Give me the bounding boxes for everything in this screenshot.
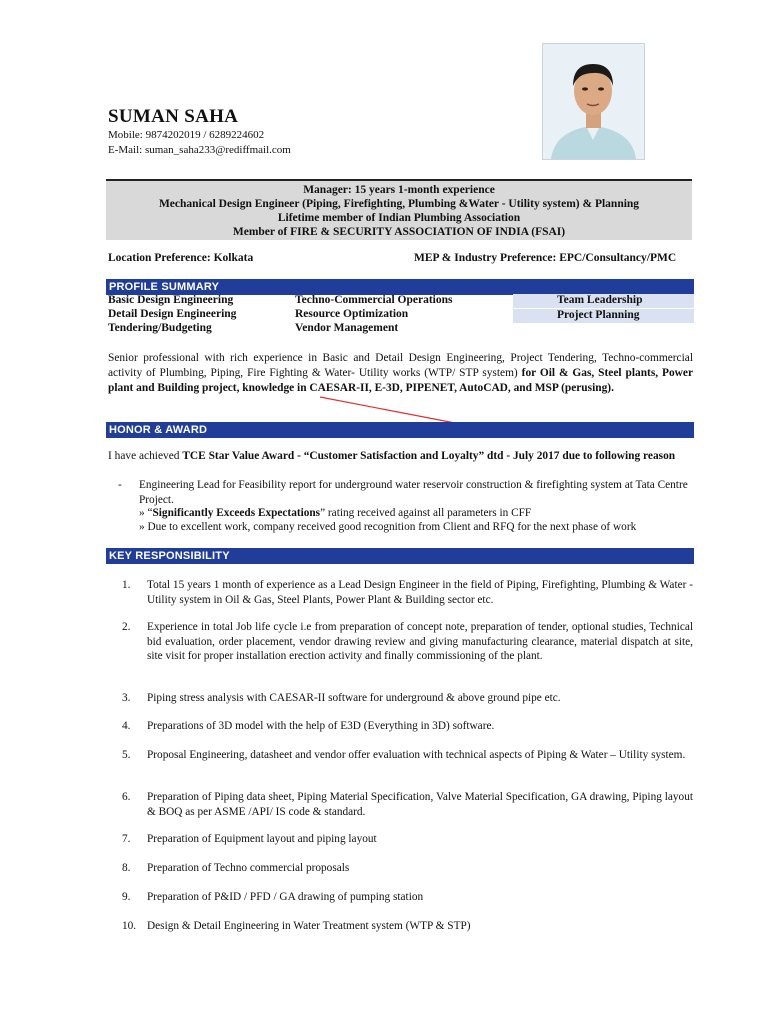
skill-item: Basic Design Engineering — [108, 294, 234, 306]
item-number: 7. — [122, 833, 131, 845]
bullet-marker: - — [118, 479, 122, 491]
item-number: 3. — [122, 692, 131, 704]
membership-line-1: Lifetime member of Indian Plumbing Association — [277, 212, 521, 224]
industry-preference: MEP & Industry Preference: EPC/Consultancy/PMC — [414, 252, 677, 264]
section-heading-key-responsibility: KEY RESPONSIBILITY — [106, 548, 694, 564]
membership-line-2: Member of FIRE & SECURITY ASSOCIATION OF INDIA (FSAI) — [232, 226, 566, 238]
award-sub-item — [139, 506, 531, 521]
item-number: 10. — [122, 920, 137, 932]
responsibility-item: Experience in total Job life cycle i.e from preparation of concept note, preparation of tender, optional studies, Technical bid evaluation, order placement, vendor drawing review and giving manufacturing clearance, material dispatch at site, site visit for proper installation erection activity and finally commissioning of the plant. — [147, 621, 693, 662]
award-bullet: Engineering Lead for Feasibility report for underground water reservoir construction & firefighting system at Tata Centre Project. — [139, 479, 688, 506]
award-title: TCE Star Value Award - “Customer Satisfaction and Loyalty” dtd - July 2017 due to following reason — [182, 450, 676, 462]
responsibility-item: Preparations of 3D model with the help of E3D (Everything in 3D) software. — [147, 720, 495, 732]
responsibility-item: Preparation of P&ID / PFD / GA drawing of pumping station — [147, 891, 424, 903]
item-number: 1. — [122, 579, 131, 591]
award-sub-item: » Due to excellent work, company received good recognition from Client and RFQ for the next phase of work — [139, 521, 637, 533]
responsibility-item: Preparation of Techno commercial proposals — [147, 862, 350, 874]
skill-item: Detail Design Engineering — [108, 308, 237, 320]
skill-item: Vendor Management — [295, 322, 399, 334]
section-heading-honor-award: HONOR & AWARD — [106, 422, 694, 438]
responsibility-item: Piping stress analysis with CAESAR-II software for underground & above ground pipe etc. — [147, 692, 561, 704]
sub-item-rest: ” rating received against all parameters in CFF — [320, 507, 532, 519]
award-intro — [108, 449, 693, 464]
skill-item: Tendering/Budgeting — [108, 322, 212, 334]
section-heading-profile-summary: PROFILE SUMMARY — [106, 279, 694, 295]
responsibility-item: Proposal Engineering, datasheet and vendor offer evaluation with technical aspects of Piping & Water – Utility system. — [147, 749, 686, 761]
responsibility-item: Preparation of Piping data sheet, Piping Material Specification, Valve Material Specification, GA drawing, Piping layout & BOQ as per ASME /API/ IS code & standard. — [147, 791, 693, 818]
skill-item: Techno-Commercial Operations — [295, 294, 453, 306]
profile-paragraph-emphasis: for Oil & Gas, Steel plants, Power plant and Building project, knowledge in CAESAR-II, E-3D, PIPENET, AutoCAD, and MSP (perusing). — [108, 367, 694, 394]
skill-item: Team Leadership — [557, 294, 643, 306]
item-number: 2. — [122, 621, 131, 633]
candidate-name: SUMAN SAHA — [108, 106, 239, 127]
skill-item: Resource Optimization — [295, 308, 409, 320]
sub-item-emphasis: Significantly Exceeds Expectations — [152, 507, 321, 519]
item-number: 9. — [122, 891, 131, 903]
item-number: 4. — [122, 720, 131, 732]
profile-paragraph-text: Senior professional with rich experience in Basic and Detail Design Engineering, Project Tendering, Techno-commercial activity of Plumbing, Piping, Fire Fighting & Water- Utility works (WTP/ STP system) — [108, 352, 693, 379]
role-line: Mechanical Design Engineer (Piping, Firefighting, Plumbing &Water - Utility system) & Planning — [158, 198, 640, 210]
responsibility-item: Design & Detail Engineering in Water Treatment system (WTP & STP) — [147, 920, 471, 932]
email-address: E-Mail: suman_saha233@rediffmail.com — [108, 144, 291, 156]
responsibility-item: Total 15 years 1 month of experience as a Lead Design Engineer in the field of Piping, Firefighting, Plumbing & Water - Utility system in Oil & Gas, Steel Plants, Power Plant & Building sector etc. — [147, 579, 693, 606]
item-number: 8. — [122, 862, 131, 874]
responsibility-item: Preparation of Equipment layout and piping layout — [147, 833, 377, 845]
sub-item-prefix: » “ — [139, 507, 153, 519]
item-number: 6. — [122, 791, 131, 803]
mobile-number: Mobile: 9874202019 / 6289224602 — [108, 129, 265, 141]
item-number: 5. — [122, 749, 131, 761]
experience-line: Manager: 15 years 1-month experience — [303, 184, 495, 196]
award-intro-text: I have achieved — [108, 450, 183, 462]
location-preference: Location Preference: Kolkata — [108, 252, 254, 264]
skill-item: Project Planning — [557, 309, 640, 321]
